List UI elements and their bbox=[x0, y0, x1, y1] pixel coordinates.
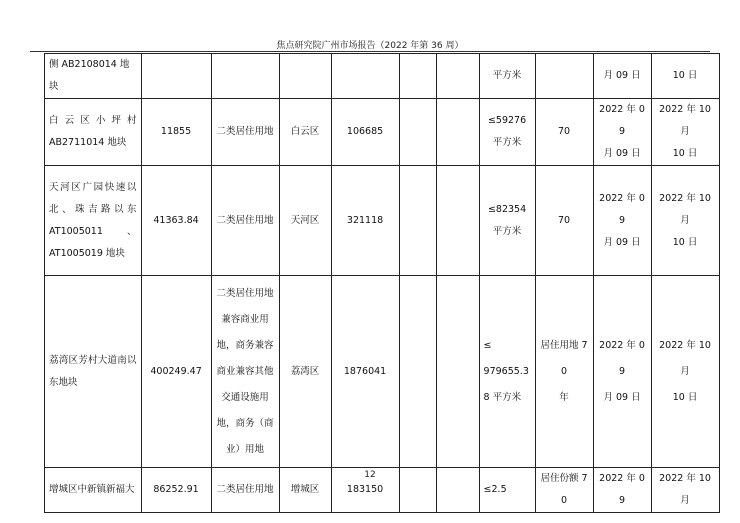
cell-limit bbox=[479, 276, 535, 468]
cell-blank-b bbox=[436, 166, 479, 276]
cell-limit: 平方米 bbox=[479, 54, 535, 99]
start-date-line: 2022 年 09 bbox=[599, 192, 645, 226]
end-date-line: 2022 年 10 月 bbox=[659, 192, 711, 226]
cell-land-name: 增城区中新镇新福大 bbox=[45, 468, 142, 513]
cell-land-use: 二类居住用地 bbox=[211, 99, 279, 166]
cell-blank-b bbox=[436, 99, 479, 166]
cell-start-date bbox=[593, 276, 651, 468]
land-use-line: 业）用地 bbox=[226, 443, 265, 455]
cell-limit bbox=[479, 166, 535, 276]
land-name-line: 白 云 区 小 坪 村 bbox=[49, 115, 137, 126]
land-use-line: 地，商务（商 bbox=[216, 417, 274, 429]
limit-line: 979655.3 bbox=[483, 365, 529, 377]
land-use-line: 二类居住用地 bbox=[216, 287, 274, 299]
land-name-line: AT1005011 、 bbox=[49, 225, 137, 237]
table-row bbox=[45, 54, 720, 99]
cell-blank-a bbox=[399, 54, 436, 99]
limit-line: ≤82354 bbox=[487, 203, 527, 215]
cell-price: 321118 bbox=[331, 166, 399, 276]
end-date-line: 10 日 bbox=[672, 236, 698, 248]
cell-blank-b bbox=[436, 54, 479, 99]
cell-area: 11855 bbox=[141, 99, 211, 166]
cell-land-name: 侧 AB2108014 地块 bbox=[45, 54, 142, 99]
term-line: 年 bbox=[559, 391, 569, 403]
cell-area bbox=[141, 54, 211, 99]
land-name-line: 荔湾区芳村大道南以 bbox=[49, 354, 137, 366]
land-use-line: 交通设施用 bbox=[221, 391, 269, 403]
limit-line: 平方米 bbox=[492, 137, 522, 148]
table-row bbox=[45, 276, 720, 468]
cell-blank-a bbox=[399, 99, 436, 166]
end-date-line: 10 日 bbox=[672, 391, 698, 403]
limit-line: 平方米 bbox=[492, 225, 522, 237]
cell-land-name bbox=[45, 166, 142, 276]
cell-term bbox=[535, 276, 593, 468]
cell-end-date bbox=[651, 276, 719, 468]
land-transaction-table bbox=[44, 53, 720, 513]
cell-land-use bbox=[211, 276, 279, 468]
cell-district: 天河区 bbox=[279, 166, 331, 276]
cell-end-date bbox=[651, 99, 719, 166]
cell-price: 106685 bbox=[331, 99, 399, 166]
term-line: 居住用地 70 bbox=[540, 339, 588, 377]
start-date-line: 月 09 日 bbox=[603, 148, 641, 159]
start-date-line: 2022 年 09 bbox=[599, 104, 645, 137]
land-name-line: 天河区广园快速以 bbox=[49, 181, 137, 193]
cell-limit: ≤2.5 bbox=[479, 468, 535, 513]
start-date-line: 2022 年 09 bbox=[599, 339, 645, 377]
cell-price: 1876041 bbox=[331, 276, 399, 468]
cell-price bbox=[331, 54, 399, 99]
land-name-line: AT1005019 地块 bbox=[49, 247, 125, 259]
table-row bbox=[45, 99, 720, 166]
land-name-line: AB2711014 地块 bbox=[49, 137, 127, 148]
cell-district bbox=[279, 54, 331, 99]
cell-blank-a bbox=[399, 276, 436, 468]
cell-land-use: 二类居住用地 bbox=[211, 468, 279, 513]
cell-area: 400249.47 bbox=[141, 276, 211, 468]
cell-area: 86252.91 bbox=[141, 468, 211, 513]
start-date-line: 月 09 日 bbox=[603, 391, 641, 403]
land-use-line: 兼容商业用 bbox=[221, 313, 269, 325]
cell-end-date bbox=[651, 166, 719, 276]
cell-start-date: 2022 年 09 bbox=[593, 468, 651, 513]
end-date-line: 2022 年 10 月 bbox=[659, 104, 711, 137]
cell-term bbox=[535, 54, 593, 99]
limit-line: ≤ bbox=[483, 339, 492, 351]
cell-term: 居住份额 70 bbox=[535, 468, 593, 513]
start-date-line: 月 09 日 bbox=[603, 236, 641, 248]
cell-land-name bbox=[45, 276, 142, 468]
land-use-line: 地，商务兼容 bbox=[216, 339, 274, 351]
cell-district: 增城区 bbox=[279, 468, 331, 513]
cell-district: 白云区 bbox=[279, 99, 331, 166]
cell-start-date bbox=[593, 166, 651, 276]
header-rule bbox=[30, 51, 710, 52]
cell-start-date bbox=[593, 99, 651, 166]
land-name-line: 北、珠吉路以东 bbox=[49, 203, 137, 215]
cell-land-use: 二类居住用地 bbox=[211, 166, 279, 276]
cell-start-date: 月 09 日 bbox=[593, 54, 651, 99]
cell-area: 41363.84 bbox=[141, 166, 211, 276]
end-date-line: 2022 年 10 月 bbox=[659, 339, 711, 377]
cell-end-date: 2022 年 10 月 bbox=[651, 468, 719, 513]
cell-term: 70 bbox=[535, 99, 593, 166]
cell-price: 183150 bbox=[331, 468, 399, 513]
cell-limit bbox=[479, 99, 535, 166]
cell-blank-b bbox=[436, 276, 479, 468]
cell-land-use bbox=[211, 54, 279, 99]
table-row bbox=[45, 166, 720, 276]
limit-line: 8 平方米 bbox=[483, 391, 522, 403]
limit-line: ≤59276 bbox=[487, 115, 527, 126]
cell-end-date: 10 日 bbox=[651, 54, 719, 99]
page-header-title: 焦点研究院广州市场报告（2022 年第 36 周） bbox=[276, 41, 464, 51]
page-number: 12 bbox=[364, 470, 376, 480]
cell-district: 荔湾区 bbox=[279, 276, 331, 468]
cell-blank-a bbox=[399, 166, 436, 276]
cell-land-name bbox=[45, 99, 142, 166]
cell-term: 70 bbox=[535, 166, 593, 276]
land-name-line: 东地块 bbox=[49, 376, 78, 388]
end-date-line: 10 日 bbox=[672, 148, 698, 159]
land-use-line: 商业兼容其他 bbox=[216, 365, 274, 377]
